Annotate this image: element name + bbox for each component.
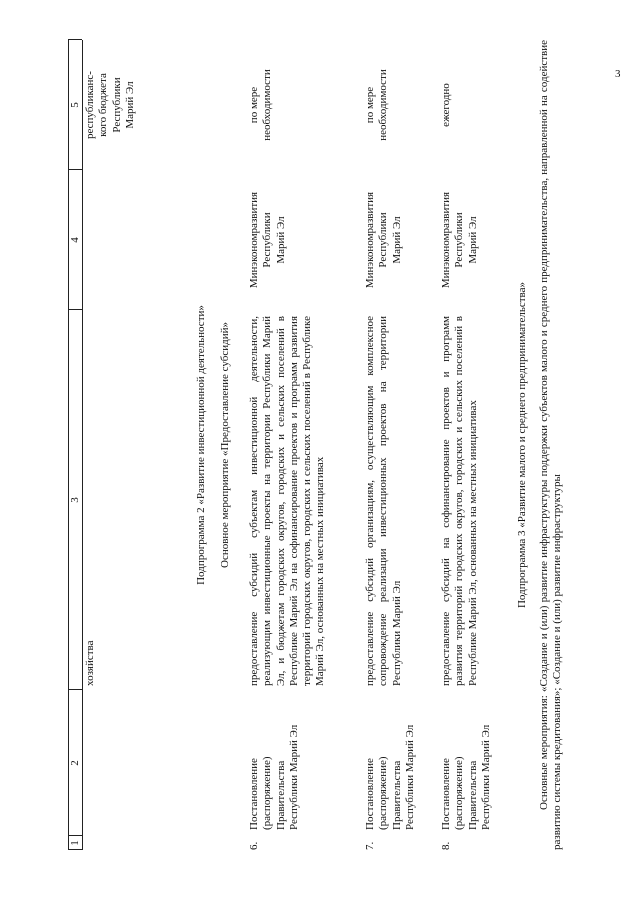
subprogram2-main-event: Основное мероприятие «Предоставление субсидий» — [219, 322, 231, 568]
row-agency: Минэкономразвития Республики Марий Эл — [248, 191, 287, 289]
header-col-1: 1 — [69, 840, 81, 846]
header-col-4: 4 — [69, 237, 81, 243]
row-term: ежегодно — [440, 83, 452, 127]
header-col-5: 5 — [69, 102, 81, 108]
row-description: предоставление субсидий субъектам инвестиционной деятельности, реализующим инвестиционные проекты на территории Республики Марий Эл, и бюджетам городских округов, городских и сельских поселений в Республике Марий Эл на софинансирование проектов и программ развития территорий городских округов, городских и сельских поселений в Республике Марий Эл, основанных на местных инициативах — [248, 316, 327, 686]
row-agency: Минэкономразвития Республики Марий Эл — [440, 191, 479, 289]
subprogram3-main-events: Основные мероприятия: «Создание и (или) развитие инфраструктуры поддержки субъектов малого и среднего предпринимательства, направленной на содействие развитию системы кредитования»; «Создание и (или) развитие инфраструктуры — [538, 40, 564, 850]
row-description: предоставление субсидий организациям, осуществляющим комплексное сопровождение реализации инвестиционных проектов на территории Республики Марий Эл — [364, 316, 403, 686]
row-document: Постановление (распоряжение) Правительства Республики Марий Эл — [364, 724, 416, 830]
rotated-table-page — [68, 40, 608, 850]
row-document: Постановление (распоряжение) Правительства Республики Марий Эл — [248, 724, 300, 830]
row-term: по мере необходимости — [248, 69, 274, 141]
row-number: 8. — [440, 841, 452, 850]
row-description: предоставление субсидий на софинансирование проектов и программ развития территорий городских округов, городских и сельских поселений в Республике Марий Эл, основанных на местных инициативах — [440, 316, 479, 686]
row-term: по мере необходимости — [364, 69, 390, 141]
subprogram2-title: Подпрограмма 2 «Развитие инвестиционной деятельности» — [195, 305, 207, 585]
row-agency: Минэкономразвития Республики Марий Эл — [364, 191, 403, 289]
carry-over-col5: республиканс- кого бюджета Республики Марий Эл — [84, 71, 136, 139]
page-number: 3 — [615, 68, 621, 80]
subprogram3-title: Подпрограмма 3 «Развитие малого и среднего предпринимательства» — [516, 282, 528, 609]
header-col-2: 2 — [69, 760, 81, 766]
carry-over-col3: хозяйства — [84, 640, 96, 686]
row-number: 7. — [364, 841, 376, 850]
header-col-3: 3 — [69, 497, 81, 503]
row-number: 6. — [248, 841, 260, 850]
row-document: Постановление (распоряжение) Правительства Республики Марий Эл — [440, 724, 492, 830]
